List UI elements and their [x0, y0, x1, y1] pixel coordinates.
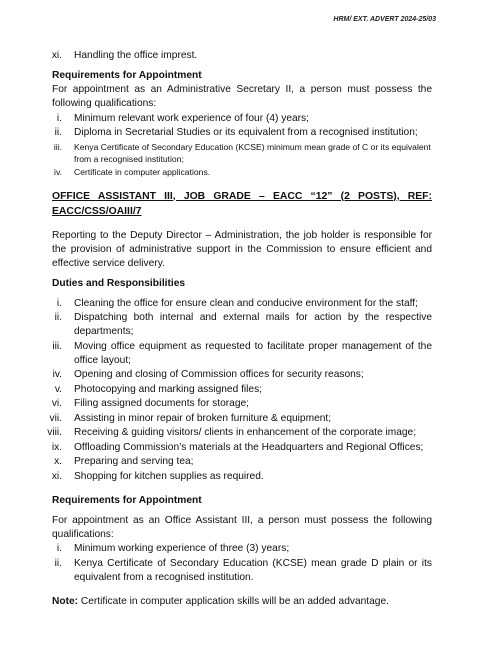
- list-item-number: ix.: [51, 441, 62, 453]
- page-content: [47, 49, 432, 609]
- list-item: [52, 297, 432, 311]
- list-item-text: Assisting in minor repair of broken furniture & equipment;: [74, 412, 332, 424]
- list-item-text: Offloading Commission’s materials at the Headquarters and Regional Offices;: [74, 441, 424, 453]
- list-item-number: i.: [56, 112, 62, 124]
- section-heading: Requirements for Appointment: [52, 494, 202, 506]
- list-item-number: i.: [56, 297, 62, 309]
- list-item: [52, 441, 432, 455]
- list-item-number: v.: [54, 383, 62, 395]
- list-item-number: x.: [54, 456, 62, 467]
- list-item: [52, 455, 432, 469]
- list-item: [52, 112, 432, 126]
- list-item-text: Cleaning the office for ensure clean and conducive environment for the staff;: [74, 297, 418, 309]
- section-heading: Requirements for Appointment: [52, 70, 202, 81]
- list-item: [52, 383, 432, 397]
- list-item-text: Diploma in Secretarial Studies or its equivalent from a recognised institution;: [74, 127, 418, 138]
- requirements-list: [52, 542, 432, 585]
- list-item: [52, 166, 432, 179]
- document-reference: HRM/ EXT. ADVERT 2024-25/03: [333, 16, 436, 23]
- list-item-number: iii.: [53, 141, 62, 152]
- list-item: [52, 340, 432, 368]
- requirements-list: [52, 112, 432, 179]
- list-item-number: viii.: [47, 427, 62, 438]
- list-item-number: i.: [56, 543, 62, 554]
- list-item: [52, 126, 432, 140]
- list-item-text: Kenya Certificate of Secondary Education (KCSE) mean grade D plain or its equivalent from a recognised institution.: [74, 557, 432, 583]
- list-item: [52, 141, 432, 166]
- duties-list: [47, 297, 432, 484]
- list-item-text: Filing assigned documents for storage;: [74, 398, 249, 409]
- list-item-number: xi.: [51, 470, 62, 482]
- list-item-number: vii.: [49, 412, 62, 424]
- post-title: OFFICE ASSISTANT III, JOB GRADE – EACC “12” (2 POSTS), REF: EACC/CSS/OAIII/7: [52, 190, 432, 217]
- list-item-number: ii.: [54, 557, 62, 569]
- list-item: [52, 397, 432, 411]
- section-heading: Duties and Responsibilities: [52, 277, 186, 289]
- list-item-number: ii.: [54, 127, 62, 138]
- list-item: [52, 557, 432, 585]
- list-item-text: Minimum relevant work experience of four (4) years;: [74, 112, 309, 124]
- list-item-number: iv.: [52, 369, 62, 380]
- list-item: [49, 412, 432, 426]
- list-item: [52, 49, 432, 63]
- note-text: Certificate in computer application skills will be an added advantage.: [80, 595, 389, 607]
- note: [52, 595, 432, 609]
- list-item-text: Preparing and serving tea;: [74, 456, 194, 467]
- list-item-text: Opening and closing of Commission offices for security reasons;: [74, 369, 364, 380]
- list-item-text: Receiving & guiding visitors/ clients in enhancement of the corporate image;: [74, 427, 417, 438]
- list-item: [52, 368, 432, 382]
- note-label: Note:: [52, 595, 79, 607]
- post-summary: Reporting to the Deputy Director – Administration, the job holder is responsible for the provision of administrative support in the Commission to ensure efficient and effective service delivery.: [52, 229, 432, 269]
- list-item: [52, 542, 432, 556]
- list-item-number: iii.: [52, 340, 62, 352]
- paragraph: For appointment as an Office Assistant III, a person must possess the following qualifications:: [52, 514, 432, 540]
- list-item: [47, 426, 432, 440]
- list-item-text: Shopping for kitchen supplies as required.: [74, 470, 264, 482]
- list-item-text: Moving office equipment as requested to facilitate proper management of the office layout;: [74, 340, 432, 366]
- list-item-number: ii.: [54, 312, 62, 323]
- list-item: [52, 311, 432, 339]
- list-item-text: Kenya Certificate of Secondary Education (KCSE) minimum mean grade of C or its equivalent from a recognised institution;: [74, 141, 431, 164]
- list-item-number: vi.: [51, 398, 62, 409]
- list-item-text: Dispatching both internal and external mails for action by the respective departments;: [74, 312, 432, 337]
- list-item-number: iv.: [54, 167, 62, 177]
- list-item-text: Minimum working experience of three (3) years;: [74, 543, 290, 554]
- list-item-text: Photocopying and marking assigned files;: [74, 383, 263, 395]
- list-item-number: xi.: [51, 50, 62, 61]
- paragraph: For appointment as an Administrative Secretary II, a person must possess the following qualifications:: [52, 84, 432, 109]
- list-item: [52, 470, 432, 484]
- list-item-text: Certificate in computer applications.: [74, 167, 211, 177]
- list-item-text: Handling the office imprest.: [74, 50, 198, 61]
